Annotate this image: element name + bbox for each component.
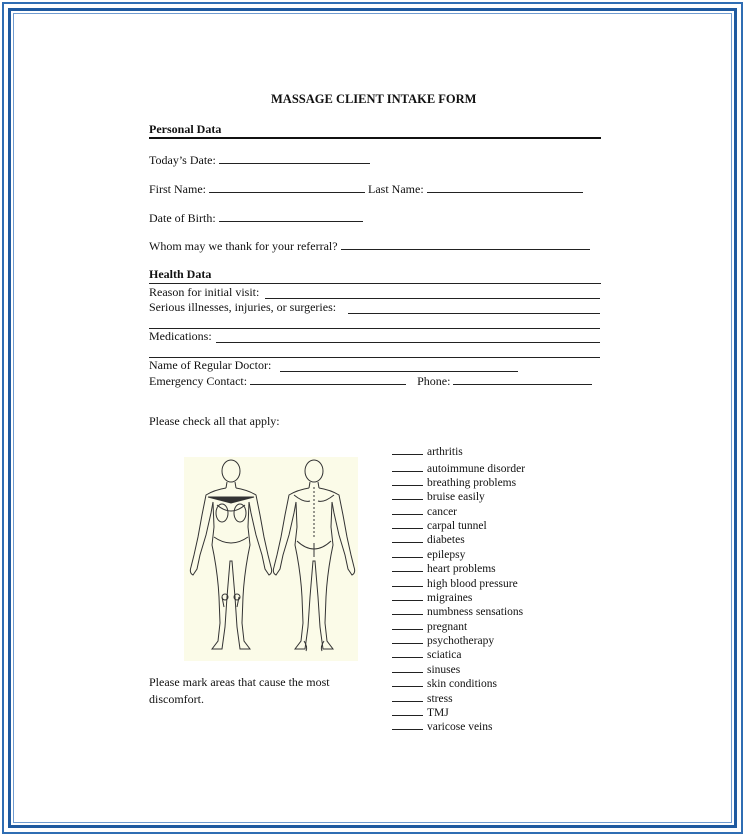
checklist-item[interactable] bbox=[392, 488, 485, 502]
check-blank[interactable] bbox=[392, 443, 423, 455]
check-blank[interactable] bbox=[392, 575, 423, 587]
checklist-item-label: stress bbox=[427, 693, 453, 705]
doctor-field[interactable] bbox=[280, 371, 518, 372]
checklist-item[interactable] bbox=[392, 646, 461, 660]
checklist-item-label: diabetes bbox=[427, 534, 465, 546]
dob-field[interactable] bbox=[219, 210, 363, 222]
form-title: MASSAGE CLIENT INTAKE FORM bbox=[271, 92, 477, 106]
checklist-item[interactable] bbox=[392, 603, 523, 617]
dob-label: Date of Birth: bbox=[149, 211, 216, 225]
checklist-item[interactable] bbox=[392, 560, 496, 574]
check-blank[interactable] bbox=[392, 503, 423, 515]
checklist-item[interactable] bbox=[392, 690, 453, 704]
check-prompt: Please check all that apply: bbox=[149, 414, 280, 428]
referral-field[interactable] bbox=[341, 238, 590, 250]
doctor-label: Name of Regular Doctor: bbox=[149, 358, 272, 372]
check-blank[interactable] bbox=[392, 646, 423, 658]
referral-label: Whom may we thank for your referral? bbox=[149, 239, 338, 253]
checklist-item-label: heart problems bbox=[427, 563, 496, 575]
checklist-item-label: skin conditions bbox=[427, 678, 497, 690]
checklist-item[interactable] bbox=[392, 618, 467, 632]
check-blank[interactable] bbox=[392, 560, 423, 572]
checklist-item-label: numbness sensations bbox=[427, 606, 524, 618]
check-blank[interactable] bbox=[392, 460, 423, 472]
check-blank[interactable] bbox=[392, 603, 423, 615]
check-blank[interactable] bbox=[392, 474, 423, 486]
checklist-item-label: carpal tunnel bbox=[427, 520, 487, 532]
phone-field[interactable] bbox=[453, 373, 592, 385]
medications-field[interactable] bbox=[216, 342, 600, 343]
checklist-item-label: cancer bbox=[427, 506, 457, 518]
first-name-field[interactable] bbox=[209, 181, 365, 193]
checklist-item[interactable] bbox=[392, 443, 463, 457]
last-name-label: Last Name: bbox=[368, 182, 424, 196]
last-name-field[interactable] bbox=[427, 181, 583, 193]
first-name-label: First Name: bbox=[149, 182, 206, 196]
medications-label: Medications: bbox=[149, 329, 212, 343]
checklist-item-label: arthritis bbox=[427, 446, 463, 458]
check-blank[interactable] bbox=[392, 632, 423, 644]
dob-row bbox=[149, 210, 363, 225]
checklist-item[interactable] bbox=[392, 460, 525, 474]
checklist-item-label: high blood pressure bbox=[427, 578, 518, 590]
check-blank[interactable] bbox=[392, 718, 423, 730]
check-blank[interactable] bbox=[392, 675, 423, 687]
check-blank[interactable] bbox=[392, 704, 423, 716]
todays-date-row bbox=[149, 152, 370, 167]
checklist-item-label: TMJ bbox=[427, 707, 449, 719]
checklist-item[interactable] bbox=[392, 531, 465, 545]
checklist-item[interactable] bbox=[392, 575, 518, 589]
referral-row bbox=[149, 238, 590, 253]
checklist-item[interactable] bbox=[392, 718, 492, 732]
checklist-item-label: autoimmune disorder bbox=[427, 463, 526, 475]
name-row bbox=[149, 181, 583, 196]
mark-areas-line2: discomfort. bbox=[149, 692, 204, 706]
checklist-item[interactable] bbox=[392, 661, 460, 675]
illnesses-label: Serious illnesses, injuries, or surgeries: bbox=[149, 300, 337, 314]
reason-label: Reason for initial visit: bbox=[149, 285, 260, 299]
mark-areas-line1: Please mark areas that cause the most bbox=[149, 675, 330, 689]
body-diagram[interactable] bbox=[184, 457, 358, 661]
check-blank[interactable] bbox=[392, 690, 423, 702]
check-blank[interactable] bbox=[392, 517, 423, 529]
emergency-row bbox=[149, 373, 592, 388]
checklist-item[interactable] bbox=[392, 704, 449, 718]
emergency-label: Emergency Contact: bbox=[149, 374, 248, 388]
checklist-item[interactable] bbox=[392, 589, 472, 603]
checklist-item[interactable] bbox=[392, 474, 516, 488]
section-heading-health: Health Data bbox=[149, 267, 212, 281]
section-heading-personal: Personal Data bbox=[149, 122, 222, 136]
checklist-item-label: varicose veins bbox=[427, 721, 493, 733]
body-outline-icon bbox=[184, 457, 358, 661]
checklist-item[interactable] bbox=[392, 503, 457, 517]
todays-date-field[interactable] bbox=[219, 152, 370, 164]
section-divider bbox=[149, 137, 601, 139]
check-blank[interactable] bbox=[392, 661, 423, 673]
illnesses-field-line2[interactable] bbox=[149, 328, 600, 329]
checklist-item-label: breathing problems bbox=[427, 477, 517, 489]
checklist-item-label: bruise easily bbox=[427, 491, 485, 503]
checklist-item-label: psychotherapy bbox=[427, 635, 495, 647]
checklist-item[interactable] bbox=[392, 517, 487, 531]
checklist-item[interactable] bbox=[392, 632, 494, 646]
checklist-item-label: pregnant bbox=[427, 621, 468, 633]
check-blank[interactable] bbox=[392, 546, 423, 558]
check-blank[interactable] bbox=[392, 488, 423, 500]
checklist-item-label: sinuses bbox=[427, 664, 461, 676]
section-divider bbox=[149, 283, 601, 284]
phone-label: Phone: bbox=[417, 374, 451, 388]
check-blank[interactable] bbox=[392, 589, 423, 601]
emergency-field[interactable] bbox=[250, 373, 406, 385]
check-blank[interactable] bbox=[392, 618, 423, 630]
todays-date-label: Today’s Date: bbox=[149, 153, 216, 167]
checklist-item[interactable] bbox=[392, 675, 497, 689]
reason-field[interactable] bbox=[265, 298, 600, 299]
inner-border-thin bbox=[13, 13, 732, 823]
checklist-item-label: sciatica bbox=[427, 649, 462, 661]
illnesses-field[interactable] bbox=[348, 313, 600, 314]
checklist-item-label: epilepsy bbox=[427, 549, 466, 561]
check-blank[interactable] bbox=[392, 531, 423, 543]
checklist-item-label: migraines bbox=[427, 592, 473, 604]
checklist-item[interactable] bbox=[392, 546, 465, 560]
